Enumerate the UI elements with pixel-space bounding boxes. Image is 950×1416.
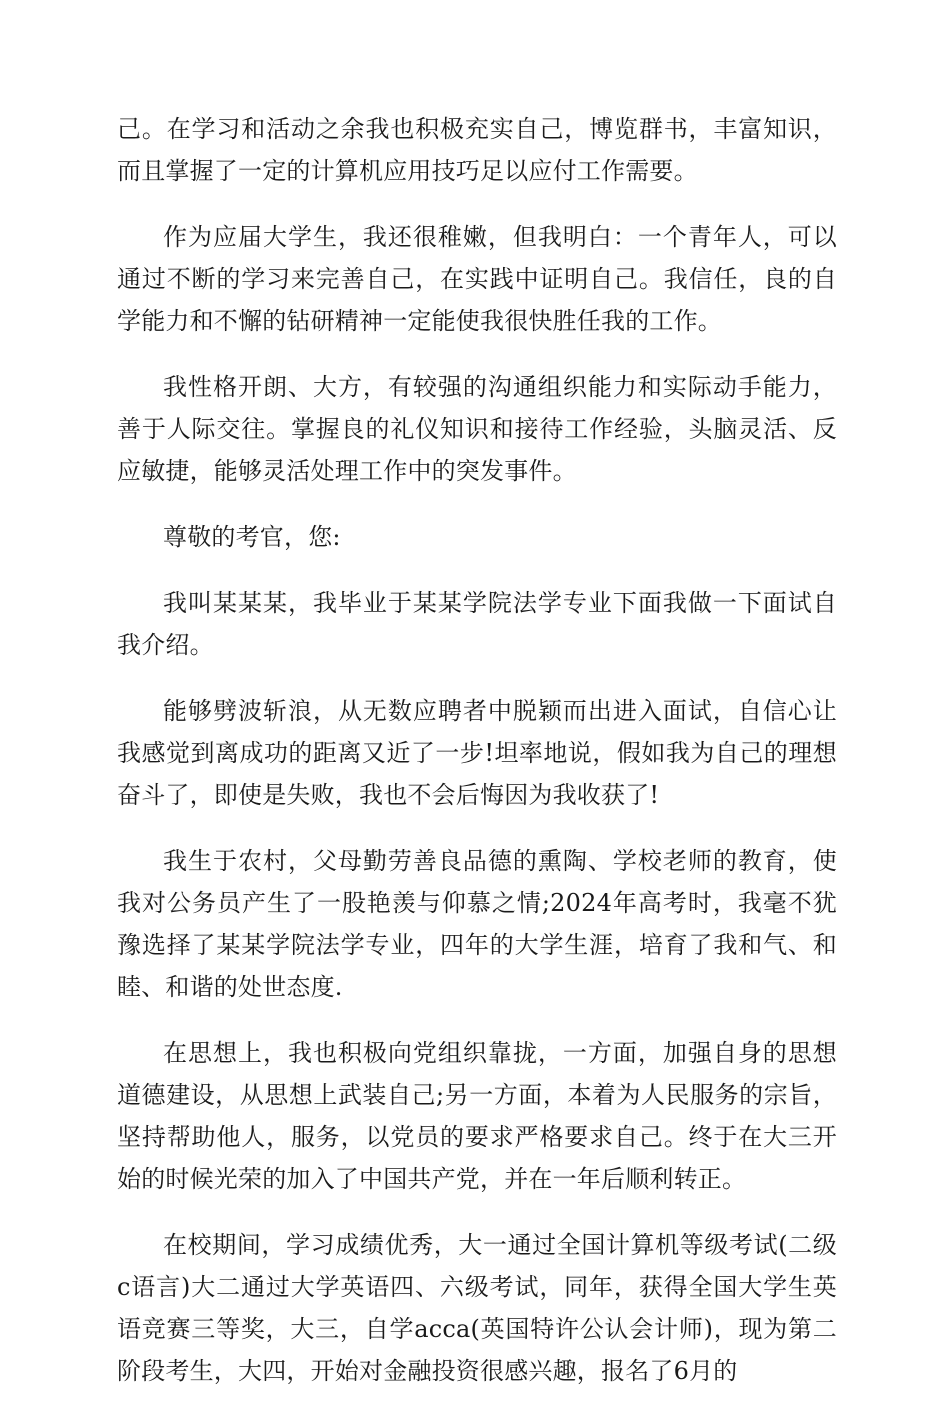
paragraph-personality: 我性格开朗、大方，有较强的沟通组织能力和实际动手能力，善于人际交往。掌握良的礼仪知识和接待工作经验，头脑灵活、反应敏捷，能够灵活处理工作中的突发事件。 — [117, 373, 837, 485]
paragraph-confidence: 能够劈波斩浪，从无数应聘者中脱颖而出进入面试，自信心让我感觉到离成功的距离又近了一步!坦率地说，假如我为自己的理想奋斗了，即使是失败，我也不会后悔因为我收获了! — [117, 697, 837, 809]
paragraph-background: 我生于农村，父母勤劳善良品德的熏陶、学校老师的教育，使我对公务员产生了一股艳羡与仰慕之情;2024年高考时，我毫不犹豫选择了某某学院法学专业，四年的大学生涯，培育了我和气、和睦、和谐的处世态度. — [117, 847, 837, 1001]
paragraph-introduction: 我叫某某某，我毕业于某某学院法学专业下面我做一下面试自我介绍。 — [117, 589, 837, 659]
paragraph-fresh-graduate: 作为应届大学生，我还很稚嫩，但我明白：一个青年人，可以通过不断的学习来完善自己，在实践中证明自己。我信任，良的自学能力和不懈的钻研精神一定能使我很快胜任我的工作。 — [117, 223, 837, 335]
paragraph-achievements: 在校期间，学习成绩优秀，大一通过全国计算机等级考试(二级c语言)大二通过大学英语四、六级考试，同年，获得全国大学生英语竞赛三等奖，大三，自学acca(英国特许公认会计师)，现为第二阶段考生，大四，开始对金融投资很感兴趣，报名了6月的 — [117, 1231, 837, 1385]
paragraph-salutation: 尊敬的考官，您: — [163, 523, 341, 551]
document-body — [117, 108, 837, 1416]
paragraph-ideology: 在思想上，我也积极向党组织靠拢，一方面，加强自身的思想道德建设，从思想上武装自己;另一方面，本着为人民服务的宗旨，坚持帮助他人，服务，以党员的要求严格要求自己。终于在大三开始的时候光荣的加入了中国共产党，并在一年后顺利转正。 — [117, 1039, 837, 1193]
paragraph-continuation: 己。在学习和活动之余我也积极充实自己，博览群书，丰富知识，而且掌握了一定的计算机应用技巧足以应付工作需要。 — [117, 115, 837, 185]
